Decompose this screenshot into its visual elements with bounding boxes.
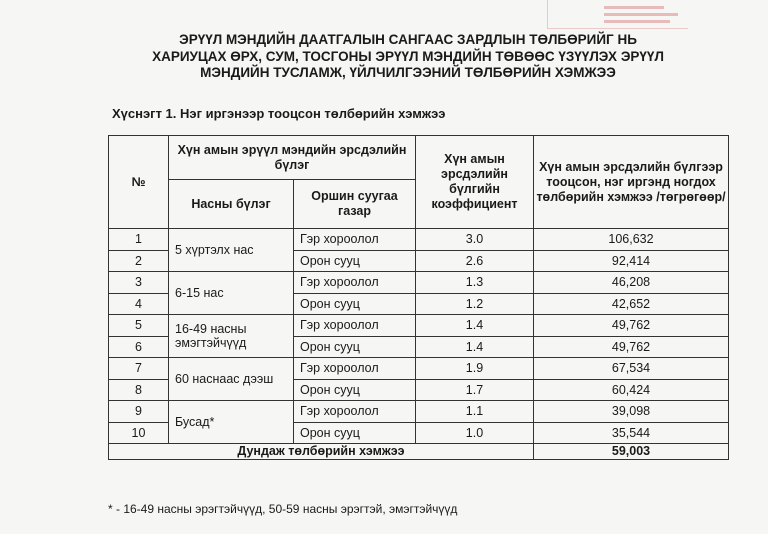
row-residence: Гэр хороолол [294,358,416,380]
row-amount: 60,424 [534,379,729,401]
row-number: 1 [109,229,169,251]
row-residence: Орон сууц [294,379,416,401]
header-residence: Оршин суугаа газар [294,180,416,229]
row-number: 7 [109,358,169,380]
document-heading [128,32,688,82]
row-coefficient: 1.2 [416,293,534,315]
footnote: * - 16-49 насны эрэгтэйчүүд, 50-59 насны эрэгтэй, эмэгтэйчүүд [108,502,458,516]
row-amount: 42,652 [534,293,729,315]
row-number: 8 [109,379,169,401]
row-number: 6 [109,336,169,358]
row-coefficient: 1.1 [416,401,534,423]
row-number: 4 [109,293,169,315]
row-amount: 35,544 [534,422,729,444]
row-residence: Орон сууц [294,336,416,358]
header-age-group: Насны бүлэг [169,180,294,229]
row-coefficient: 2.6 [416,250,534,272]
row-amount: 49,762 [534,315,729,337]
row-residence: Гэр хороолол [294,315,416,337]
total-value: 59,003 [534,444,729,460]
row-age-group: 60 наснаас дээш [169,358,294,401]
row-residence: Гэр хороолол [294,401,416,423]
row-age-group: 5 хүртэлх нас [169,229,294,272]
row-age-group: 16-49 насны эмэгтэйчүүд [169,315,294,358]
table-row [109,272,729,294]
row-amount: 39,098 [534,401,729,423]
row-number: 5 [109,315,169,337]
row-coefficient: 1.4 [416,315,534,337]
header-coefficient: Хүн амын эрсдэлийн бүлгийн коэффициент [416,136,534,229]
row-coefficient: 1.3 [416,272,534,294]
table-caption: Хүснэгт 1. Нэг иргэнээр тооцсон төлбөрийн хэмжээ [112,106,446,121]
header-payment: Хүн амын эрсдэлийн бүлгээр тооцсон, нэг иргэнд ногдох төлбөрийн хэмжээ /төгрөгөөр/ [534,136,729,229]
row-amount: 67,534 [534,358,729,380]
row-residence: Орон сууц [294,250,416,272]
row-amount: 92,414 [534,250,729,272]
row-residence: Орон сууц [294,293,416,315]
header-number: № [109,136,169,229]
row-number: 3 [109,272,169,294]
payment-table [108,135,729,460]
table-row [109,229,729,251]
row-amount: 106,632 [534,229,729,251]
heading-line-1: ЭРҮҮЛ МЭНДИЙН ДААТГАЛЫН САНГААС ЗАРДЛЫН ТӨЛБӨРИЙГ НЬ [179,32,637,47]
row-residence: Гэр хороолол [294,229,416,251]
table-row [109,401,729,423]
row-age-group: 6-15 нас [169,272,294,315]
total-label: Дундаж төлбөрийн хэмжээ [109,444,534,460]
row-residence: Орон сууц [294,422,416,444]
row-number: 9 [109,401,169,423]
row-residence: Гэр хороолол [294,272,416,294]
row-amount: 49,762 [534,336,729,358]
row-coefficient: 1.4 [416,336,534,358]
row-coefficient: 3.0 [416,229,534,251]
table-row [109,358,729,380]
row-coefficient: 1.7 [416,379,534,401]
row-age-group: Бусад* [169,401,294,444]
table-row [109,315,729,337]
header-risk-group: Хүн амын эрүүл мэндийн эрсдэлийн бүлэг [169,136,416,180]
heading-line-2: ХАРИУЦАХ ӨРХ, СУМ, ТОСГОНЫ ЭРҮҮЛ МЭНДИЙН ТӨВӨӨС ҮЗҮҮЛЭХ ЭРҮҮЛ [152,48,664,64]
row-amount: 46,208 [534,272,729,294]
row-number: 10 [109,422,169,444]
stamp-mark [547,0,688,29]
row-coefficient: 1.9 [416,358,534,380]
row-coefficient: 1.0 [416,422,534,444]
heading-line-3: МЭНДИЙН ТУСЛАМЖ, ҮЙЛЧИЛГЭЭНИЙ ТӨЛБӨРИЙН ХЭМЖЭЭ [200,65,616,80]
row-number: 2 [109,250,169,272]
